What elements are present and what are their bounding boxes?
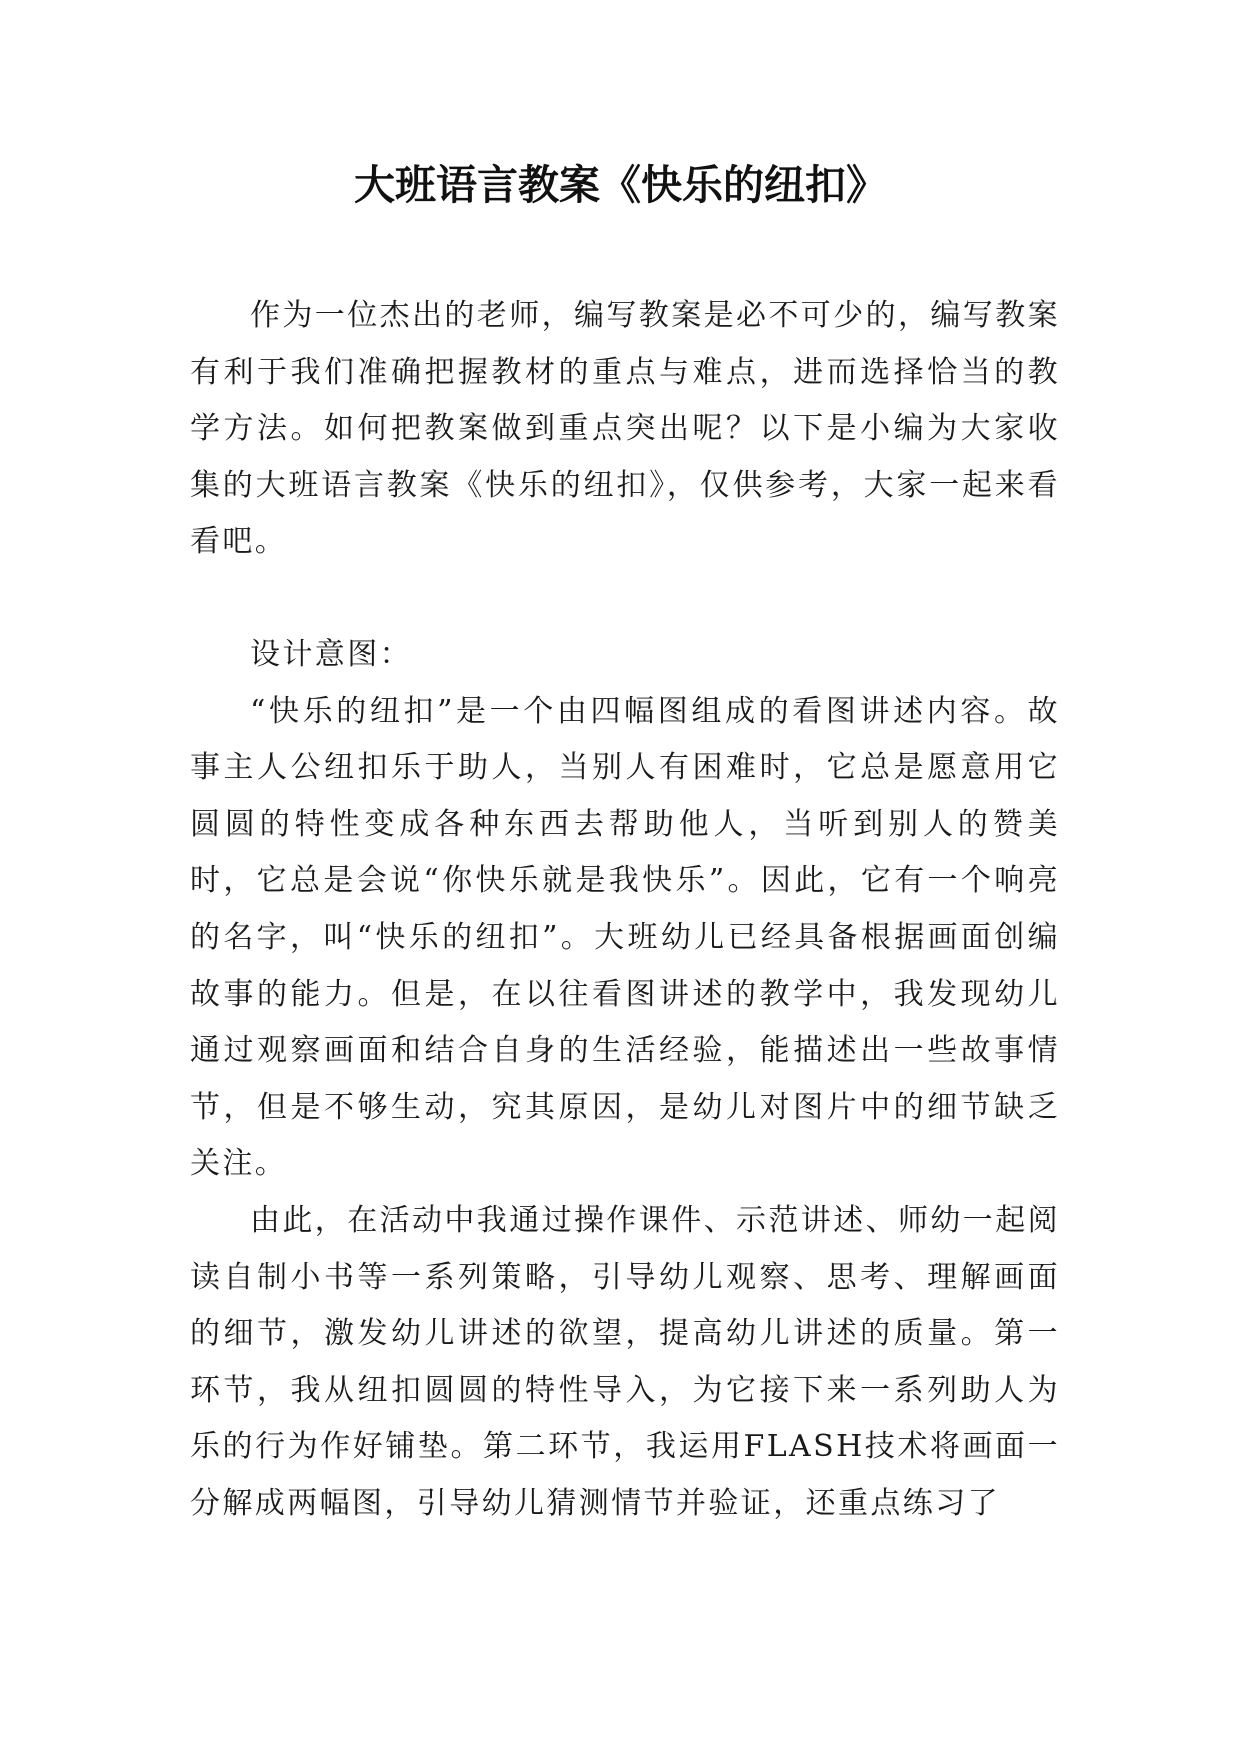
strategy-paragraph: 由此，在活动中我通过操作课件、示范讲述、师幼一起阅读自制小书等一系列策略，引导幼儿观察、思考、理解画面的细节，激发幼儿讲述的欲望，提高幼儿讲述的质量。第一环节，我从纽扣圆圆的特性导入，为它接下来一系列助人为乐的行为作好铺垫。第二环节，我运用FLASH技术将画面一分解成两幅图，引导幼儿猜测情节并验证，还重点练习了 (190, 1202, 1060, 1521)
document-title: 大班语言教案《快乐的纽扣》 (354, 161, 887, 209)
design-intent-paragraph: “快乐的纽扣”是一个由四幅图组成的看图讲述内容。故事主人公纽扣乐于助人，当别人有困难时，它总是愿意用它圆圆的特性变成各种东西去帮助他人，当听到别人的赞美时，它总是会说“你快乐就是我快乐”。因此，它有一个响亮的名字，叫“快乐的纽扣”。大班幼儿已经具备根据画面创编故事的能力。但是，在以往看图讲述的教学中，我发现幼儿通过观察画面和结合自身的生活经验，能描述出一些故事情节，但是不够生动，究其原因，是幼儿对图片中的细节缺乏关注。 (190, 693, 1060, 1182)
document-body (190, 288, 1060, 1532)
intro-paragraph: 作为一位杰出的老师，编写教案是必不可少的，编写教案有利于我们准确把握教材的重点与难点，进而选择恰当的教学方法。如何把教案做到重点突出呢？以下是小编为大家收集的大班语言教案《快乐的纽扣》，仅供参考，大家一起来看看吧。 (190, 298, 1060, 560)
section-heading-design-intent: 设计意图： (250, 636, 412, 672)
